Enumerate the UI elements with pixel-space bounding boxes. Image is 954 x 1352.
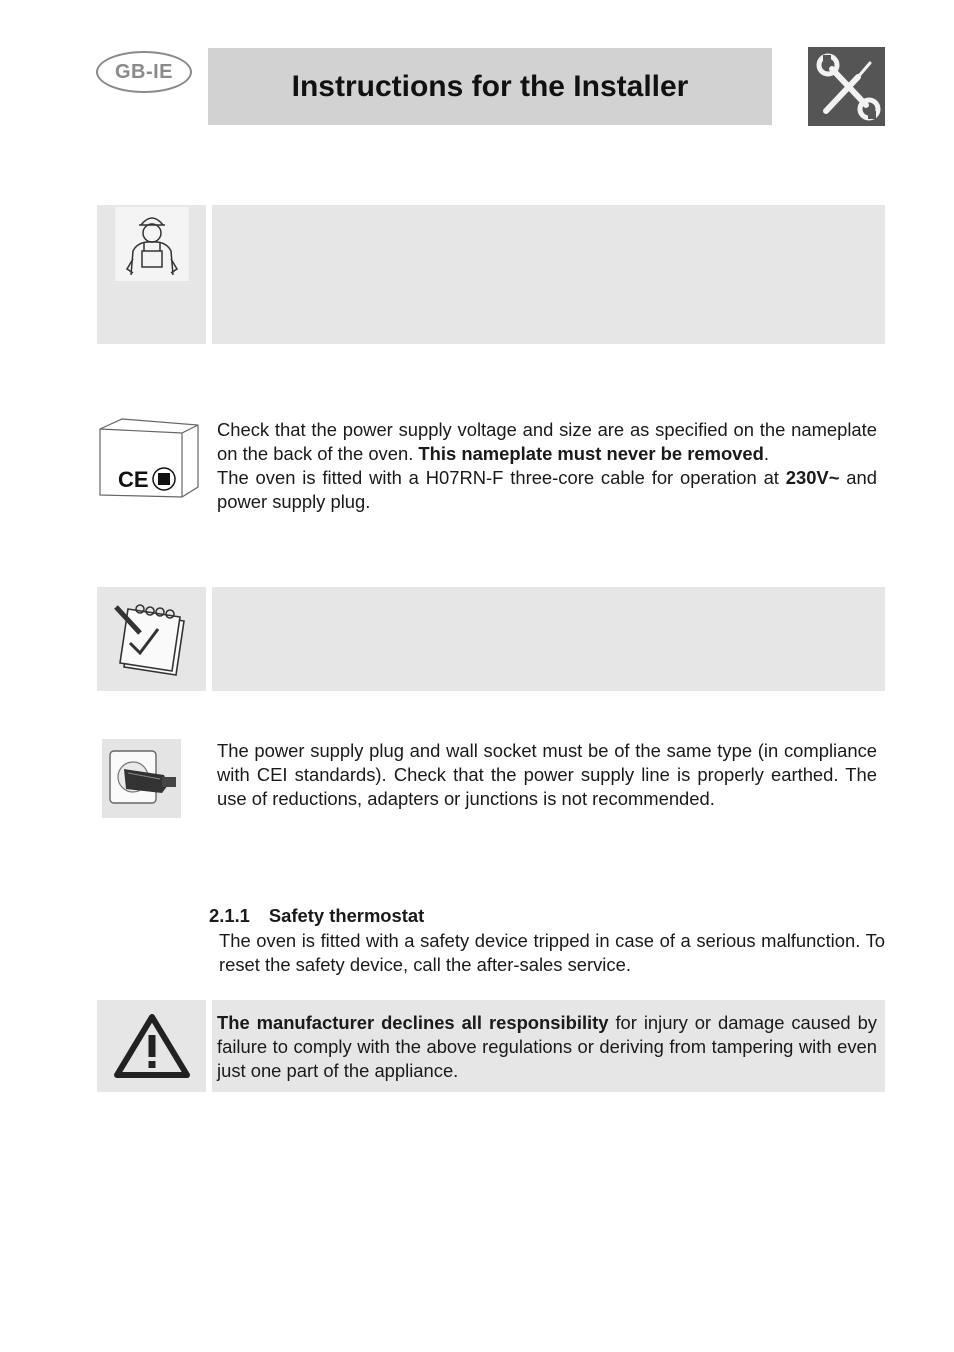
thermostat-text: The oven is fitted with a safety device tripped in case of a serious malfunction. To reset the safety device, call the after-sales service. <box>219 930 885 975</box>
notes-text-box <box>212 587 885 691</box>
notepad-icon-cell <box>97 587 206 691</box>
warning-paragraph <box>217 1011 877 1083</box>
nameplate-text-1: Check that the power supply voltage and size are as specified on the nameplate on the back of the oven. <box>217 419 877 464</box>
nameplate-ce-icon <box>98 417 200 499</box>
plug-paragraph <box>217 739 877 811</box>
plug-text: The power supply plug and wall socket must be of the same type (in compliance with CEI standards). Check that the power supply line is properly earthed. The use of reductions, adapters or junctions is not recommended. <box>217 740 877 809</box>
wrench-screwdriver-icon <box>808 47 885 126</box>
technician-text-box <box>212 205 885 344</box>
technician-icon <box>107 207 197 287</box>
warning-icon-cell <box>97 1000 206 1092</box>
page-title-box <box>208 48 772 125</box>
gb-ie-logo <box>96 51 192 93</box>
page-title: Instructions for the Installer <box>291 69 689 103</box>
section-number: 2.1.1 <box>209 905 250 926</box>
nameplate-bold-1: This nameplate must never be removed <box>418 443 764 464</box>
technician-icon-cell <box>97 205 206 344</box>
nameplate-paragraph <box>217 418 877 514</box>
nameplate-text-2: . <box>763 443 769 464</box>
section-heading <box>209 905 424 927</box>
wall-socket-plug-icon <box>102 739 181 818</box>
nameplate-bold-2: 230V~ <box>785 467 840 488</box>
ce-mark-text: CE <box>118 467 149 492</box>
warning-text: for injury or damage caused by failure to comply with the above regulations or deriving from tampering with even just one part of the appliance. <box>217 1012 878 1081</box>
nameplate-text-4: and power supply plug. <box>217 467 877 512</box>
thermostat-paragraph <box>219 929 885 977</box>
warning-text-box <box>212 1000 885 1092</box>
section-title: Safety thermostat <box>268 905 425 926</box>
notepad-check-icon <box>110 599 194 679</box>
nameplate-text-3: The oven is fitted with a H07RN-F three-core cable for operation at <box>217 467 786 488</box>
warning-bold: The manufacturer declines all responsibility <box>217 1012 609 1033</box>
warning-triangle-icon <box>113 1013 191 1079</box>
logo-text: GB-IE <box>114 60 174 83</box>
